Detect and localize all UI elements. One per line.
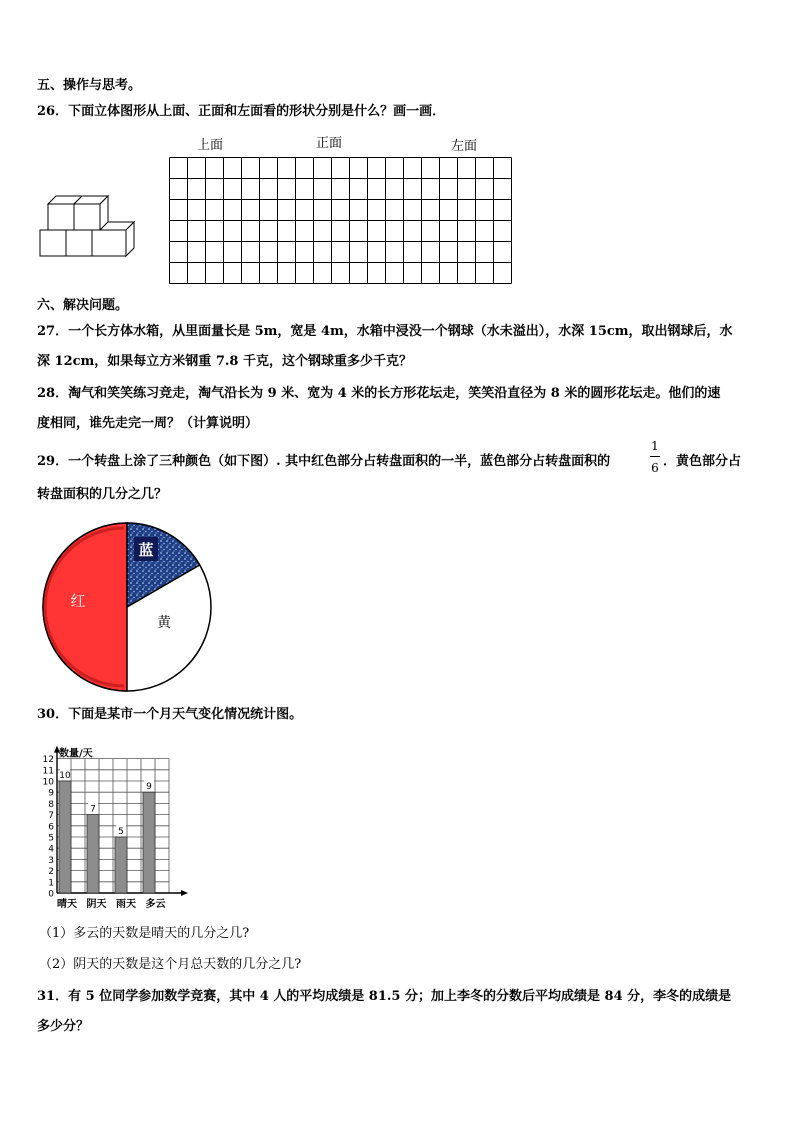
y-tick-label: 10 [42, 777, 54, 788]
y-tick-label: 12 [42, 755, 54, 766]
y-tick-label: 8 [48, 799, 54, 810]
fraction-bar [650, 456, 660, 457]
fraction-denominator: 6 [651, 461, 659, 475]
y-tick-label: 6 [48, 822, 54, 833]
bar-value-label: 7 [90, 804, 96, 815]
spinner-blue-label: 蓝 [138, 541, 154, 559]
y-tick-label: 3 [48, 855, 54, 866]
cube-stack-figure [36, 192, 136, 268]
x-category-label: 阴天 [86, 899, 107, 910]
bar-value-label: 10 [59, 771, 71, 781]
q27-line2: 深 12cm，如果每立方米钢重 7.8 千克，这个钢球重多少千克？ [37, 354, 412, 369]
q31-line1: 31．有 5 位同学参加数学竞赛，其中 4 人的平均成绩是 81.5 分；加上李冬的分数后平均成绩是 84 分，李冬的成绩是 [37, 989, 732, 1004]
bar-value-label: 9 [146, 782, 152, 793]
y-axis-label: 数量/天 [59, 748, 93, 760]
q31-line2: 多少分？ [37, 1019, 90, 1034]
bar-阴天 [87, 815, 99, 893]
y-tick-label: 2 [48, 867, 54, 878]
spinner-figure [40, 522, 215, 694]
q27-line1: 27．一个长方体水箱，从里面量长是 5m，宽是 4m，水箱中浸没一个钢球（水未溢出），水深 15cm，取出钢球后，水 [37, 324, 733, 339]
y-tick-label: 11 [42, 766, 54, 777]
y-tick-label: 5 [48, 833, 54, 844]
bar-多云 [143, 792, 155, 893]
bar-雨天 [115, 837, 127, 893]
y-tick-label: 9 [48, 788, 54, 799]
spinner-red-label: 红 [70, 592, 86, 610]
section5-heading: 五、操作与思考。 [37, 78, 142, 93]
x-category-label: 晴天 [57, 899, 77, 910]
q28-line1: 28．淘气和笑笑练习竞走，淘气沿长为 9 米、宽为 4 米的长方形花坛走，笑笑沿直径为 8 米的圆形花坛走。他们的速 [37, 386, 721, 401]
view-label-front: 正面 [316, 136, 343, 151]
q30-sub1: （1）多云的天数是晴天的几分之几? [39, 926, 250, 941]
q26-text: 26．下面立体图形从上面、正面和左面看的形状分别是什么？画一画． [37, 104, 446, 119]
spinner-yellow-label: 黄 [157, 615, 171, 631]
y-tick-label: 0 [48, 889, 54, 900]
y-tick-label: 7 [48, 811, 54, 822]
fraction-numerator: 1 [651, 439, 659, 453]
q29-line2: 转盘面积的几分之几？ [37, 487, 168, 502]
q30-intro: 30．下面是某市一个月天气变化情况统计图。 [37, 707, 303, 722]
x-category-label: 雨天 [116, 899, 136, 910]
view-label-top: 上面 [197, 138, 224, 153]
section6-heading: 六、解决问题。 [37, 298, 129, 313]
view-label-left: 左面 [451, 139, 478, 154]
weather-bar-chart [38, 738, 218, 910]
x-axis-arrow [181, 890, 188, 896]
q30-sub2: （2）阴天的天数是这个月总天数的几分之几? [39, 957, 302, 972]
y-tick-label: 4 [48, 844, 54, 855]
x-category-label: 多云 [145, 899, 166, 910]
q28-line2: 度相同，谁先走完一周？（计算说明） [37, 416, 259, 431]
y-tick-label: 1 [48, 878, 54, 889]
bar-晴天 [59, 781, 71, 893]
q29-line1b: ．黄色部分占 [663, 454, 742, 469]
q29-line1a: 29．一个转盘上涂了三种颜色（如下图）. 其中红色部分占转盘面积的一半，蓝色部分占转盘面积的 [37, 454, 611, 469]
bar-value-label: 5 [118, 827, 124, 837]
drawing-grid[interactable] [169, 157, 512, 287]
